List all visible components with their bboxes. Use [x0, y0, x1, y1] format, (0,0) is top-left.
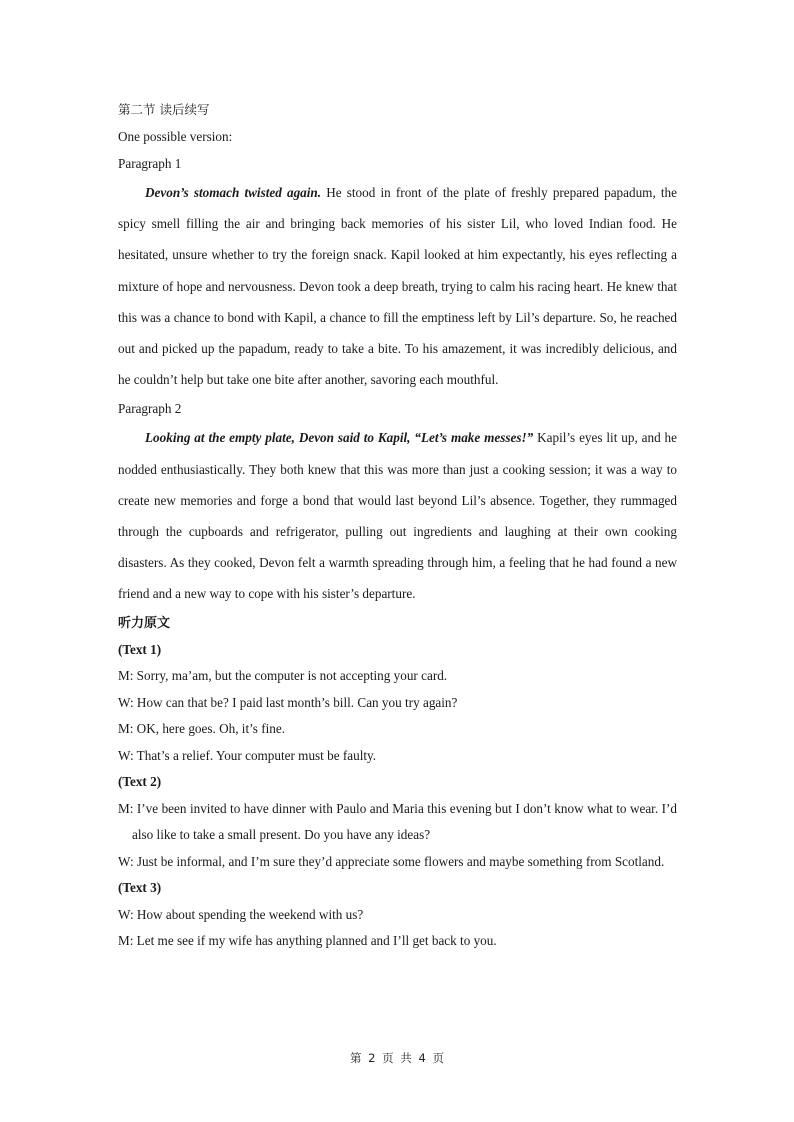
document-page [118, 96, 677, 955]
dialog-line: M: Let me see if my wife has anything planned and I’ll get back to you. [118, 933, 497, 949]
paragraph2-text [118, 422, 677, 609]
page-number-footer: 第 2 页 共 4 页 [350, 1051, 444, 1065]
paragraph2-label: Paragraph 2 [118, 401, 182, 417]
section-title: 第二节 读后续写 [118, 102, 210, 117]
text2-label: (Text 2) [118, 774, 162, 790]
dialog-line: W: How can that be? I paid last month’s bill. Can you try again? [118, 694, 458, 710]
paragraph1-label: Paragraph 1 [118, 156, 182, 171]
dialog-line: M: Sorry, ma’am, but the computer is not accepting your card. [118, 668, 448, 684]
dialog-line: W: Just be informal, and I’m sure they’d appreciate some flowers and maybe something from Scotland. [118, 853, 665, 869]
intro-line: One possible version: [118, 129, 233, 144]
text1-label: (Text 1) [118, 641, 162, 657]
dialog-line: M: OK, here goes. Oh, it’s fine. [118, 721, 286, 737]
dialog-line: W: That’s a relief. Your computer must be faulty. [118, 747, 377, 763]
listening-heading: 听力原文 [118, 615, 171, 631]
paragraph2-body: Kapil’s eyes lit up, and he nodded enthusiastically. They both knew that this was more than just a cooking session; it was a way to create new memories and forge a bond that would last beyond Lil’s absence. Together, they rummaged through the cupboards and refrigerator, pulling out ingredients and laughing at their own cooking disasters. As they cooked, Devon felt a warmth spreading through him, a feeling that he had found a new friend and a new way to cope with his sister’s departure. [118, 430, 677, 602]
paragraph1-text [118, 177, 677, 395]
dialog-line: W: How about spending the weekend with us? [118, 906, 364, 922]
paragraph2-lead: Looking at the empty plate, Devon said to Kapil, “Let’s make messes!” [145, 430, 534, 446]
text3-label: (Text 3) [118, 880, 162, 896]
dialog-line: M: I’ve been invited to have dinner with Paulo and Maria this evening but I don’t know what to wear. I’d also like to take a small present. Do you have any ideas? [118, 800, 677, 843]
paragraph1-lead: Devon’s stomach twisted again. [145, 185, 322, 200]
paragraph1-body: He stood in front of the plate of freshly prepared papadum, the spicy smell filling the air and bringing back memories of his sister Lil, who loved Indian food. He hesitated, unsure whether to try the foreign snack. Kapil looked at him expectantly, his eyes reflecting a mixture of hope and nervousness. Devon took a deep breath, trying to calm his racing heart. He knew that this was a chance to bond with Kapil, a chance to fill the emptiness left by Lil’s departure. So, he reached out and picked up the papadum, ready to take a bite. To his amazement, it was incredibly delicious, and he couldn’t help but take one bite after another, savoring each mouthful. [118, 185, 678, 388]
